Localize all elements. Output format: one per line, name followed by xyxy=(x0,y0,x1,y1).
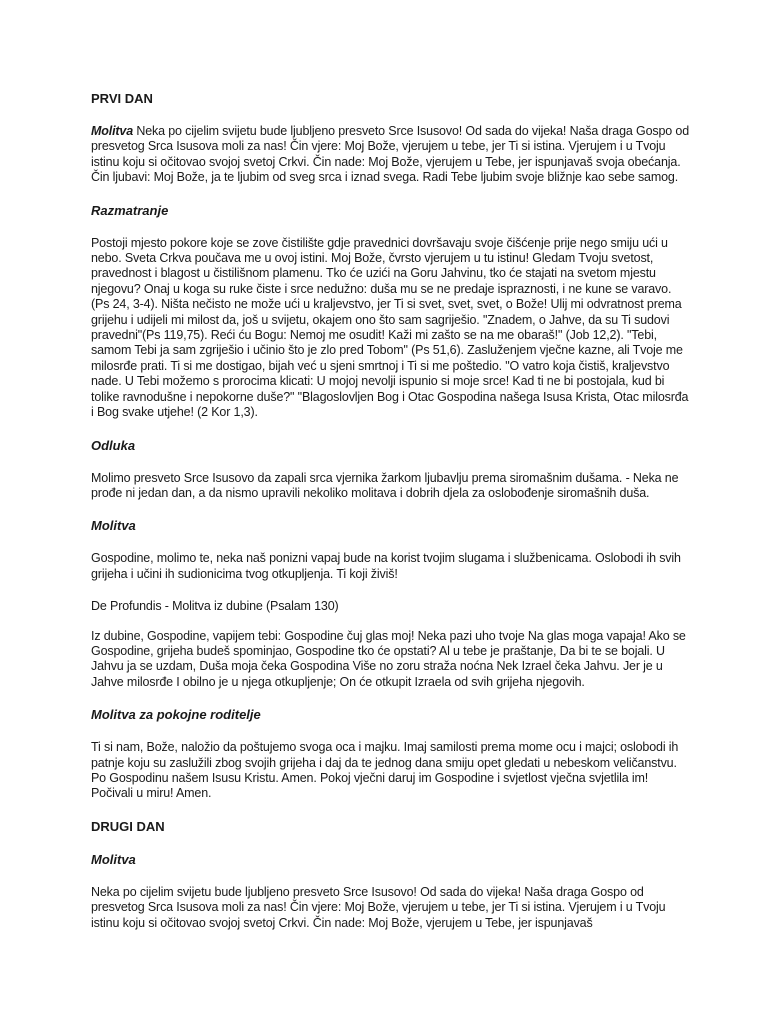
meditation-paragraph: Postoji mjesto pokore koje se zove čistilište gdje pravednici dovršavaju svoje čišćenje prije nego smiju ući u nebo. Sveta Crkva poučava me u ovoj istini. Moj Bože, čvrsto vjerujem u tu istinu! Gledam Tvoju svetost, pravednost i blagost u čistilišnom plamenu. Tko će uzići na Goru Jahvinu, tko će stajati na svetom mjestu njegovu? Onaj u koga su ruke čiste i srce nedužno: duša mu se ne predaje ispraznosti, i ne kune se varavo. (Ps 24, 3-4). Ništa nečisto ne može ući u kraljevstvo, jer Ti si svet, svet, svet, o Bože! Ulij mi odvratnost prema grijehu i udijeli mi milost da, još u svijetu, okajem ono što sam sagriješio. "Znadem, o Jahve, da su Ti sudovi pravedni"(Ps 119,75). Reći ću Bogu: Nemoj me osudit! Kaži mi zašto se na me obaraš!" (Job 12,2). "Tebi, samom Tebi ja sam zgriješio i učinio što je zlo pred Tobom" (Ps 51,6). Zasluženjem vječne kazne, ali Tvoje me milosrđe prati. Ti si me dostigao, bijah već u sjeni smrtnoj i Ti si me poštedio. "O vatro koja čistiš, kraljevstvo nade. U Tebi možemo s prorocima klicati: U mojoj nevolji ispunio si moje srce! Kad ti ne bi postojala, kud bi tolike ravnodušne i nepokorne duše?" "Blagoslovljen Bog i Otac Gospodina našega Isusa Krista, Otac milosrđa i Bog svake utjehe! (2 Kor 1,3). xyxy=(91,235,689,420)
opening-prayer-text: Neka po cijelim svijetu bude ljubljeno presveto Srce Isusovo! Od sada do vijeka! Naša draga Gospo od presvetog Srca Isusova moli za nas! Čin vjere: Moj Bože, vjerujem u tebe, jer Ti si istina. Vjerujem i u Tvoju istinu koju si očitovao svojoj svetoj Crkvi. Čin nade: Moj Bože, vjerujem u Tebe, jer ispunjavaš svoja obećanja. Čin ljubavi: Moj Bože, ja te ljubim od sveg srca i iznad svega. Radi Tebe ljubim svoje bližnje kao sebe samog. xyxy=(91,124,690,185)
resolution-paragraph: Molimo presveto Srce Isusovo da zapali srca vjernika žarkom ljubavlju prema siromašnim dušama. - Neka ne prođe ni jedan dan, a da nismo upravili nekoliko molitava i dobrih djela za oslobođenje siromašnih duša. xyxy=(91,470,679,500)
resolution-heading: Odluka xyxy=(91,437,136,453)
day-two-prayer-heading: Molitva xyxy=(91,851,136,867)
day-one-title: PRVI DAN xyxy=(91,91,153,106)
opening-prayer-paragraph xyxy=(91,124,691,186)
day-two-prayer-paragraph: Neka po cijelim svijetu bude ljubljeno presveto Srce Isusovo! Od sada do vijeka! Naša draga Gospo od presvetog Srca Isusova moli za nas! Čin vjere: Moj Bože, vjerujem u tebe, jer Ti si istina. Vjerujem i u Tvoju istinu koju si očitovao svojoj svetoj Crkvi. Čin nade: Moj Bože, vjerujem u Tebe, jer ispunjavaš xyxy=(91,884,666,930)
de-profundis-title: De Profundis - Molitva iz dubine (Psalam 130) xyxy=(91,599,339,614)
opening-prayer-lead: Molitva xyxy=(91,124,134,138)
de-profundis-paragraph: Iz dubine, Gospodine, vapijem tebi: Gospodine čuj glas moj! Neka pazi uho tvoje Na glas moga vapaja! Ako se Gospodine, grijeha budeš spominjao, Gospodine tko će opstati? Al u tebe je praštanje, Da bi te se bojali. U Jahvu ja se uzdam, Duša moja čeka Gospodina Više no zoru straža noćna Nek Izrael čeka Jahvu. Jer je u Jahve milosrđe I obilno je u njega otkupljenje; On će otkupit Izraela od svih grijeha njegovih. xyxy=(91,628,686,689)
meditation-heading: Razmatranje xyxy=(91,202,169,218)
day-two-title: DRUGI DAN xyxy=(91,818,165,834)
parents-prayer-heading: Molitva za pokojne roditelje xyxy=(91,707,261,723)
document-page xyxy=(91,91,691,948)
parents-prayer-paragraph: Ti si nam, Bože, naložio da poštujemo svoga oca i majku. Imaj samilosti prema mome ocu i majci; oslobodi ih patnje koju su zaslužili zbog svojih grijeha i daj da te jednog dana smiju opet gledati u nebeskom veličanstvu. Po Gospodinu našem Isusu Kristu. Amen. Pokoj vječni daruj im Gospodine i svjetlost vječna svjetlila im! Počivali u miru! Amen. xyxy=(91,740,679,801)
prayer-paragraph: Gospodine, molimo te, neka naš ponizni vapaj bude na korist tvojim slugama i službenicama. Oslobodi ih svih grijeha i učini ih sudionicima tvog otkupljenja. Ti koji živiš! xyxy=(91,551,681,581)
prayer-heading: Molitva xyxy=(91,518,136,534)
